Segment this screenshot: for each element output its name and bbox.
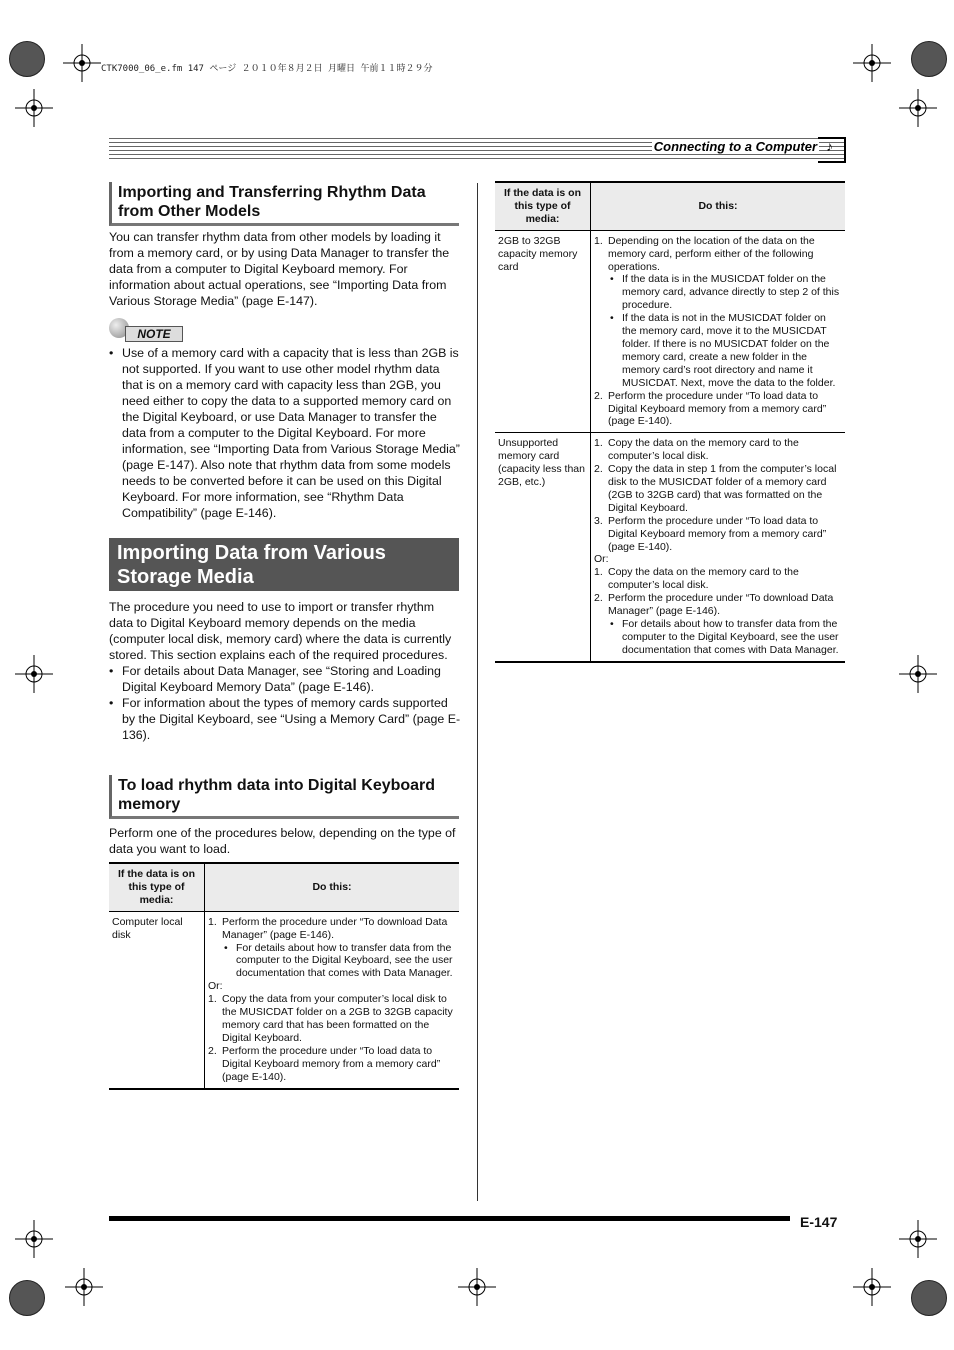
step: 2. Perform the procedure under “To download Data Manager” (page E-146).: [594, 592, 834, 618]
note-label: NOTE: [125, 326, 183, 342]
crop-target-icon: [911, 41, 947, 77]
registration-mark-icon: [63, 44, 101, 82]
step: 3. Perform the procedure under “To load data to Digital Keyboard memory from a memory card” (page E-140).: [594, 514, 827, 553]
section3-paragraph: [109, 825, 461, 857]
sub-bullet: • For details about how to transfer data from the computer to the Digital Keyboard, see the user documentation that comes with Data Manager.: [208, 942, 456, 981]
table-row: [495, 433, 845, 662]
sub-bullet: • If the data is in the MUSICDAT folder on the memory card, advance directly to step 2 of this procedure.: [594, 273, 842, 312]
registration-mark-icon: [899, 89, 937, 127]
print-slug: CTK7000_06_e.fm 147 ページ ２０１０年８月２日 月曜日 午前１１時２９分: [101, 64, 433, 74]
table-row: [109, 911, 459, 1088]
crop-target-icon: [9, 1280, 45, 1316]
section-banner-importing-data: Importing Data from Various Storage Media: [109, 538, 459, 591]
section3-body: Perform one of the procedures below, depending on the type of data you want to load.: [109, 826, 456, 856]
or-label: Or:: [594, 553, 609, 566]
registration-mark-icon: [65, 1268, 103, 1306]
media-procedure-table-left: [109, 862, 459, 1090]
registration-mark-icon: [899, 1220, 937, 1258]
step: 2. Copy the data in step 1 from the computer’s local disk to the MUSICDAT folder of a memory card (2GB to 32GB card) that was formatted on the Digital Keyboard.: [594, 463, 837, 514]
section1-paragraph: [109, 229, 461, 309]
note-content: [109, 345, 461, 521]
crop-target-icon: [911, 1280, 947, 1316]
or-label: Or:: [208, 980, 223, 993]
running-header-title: Connecting to a Computer: [653, 139, 817, 154]
registration-mark-icon: [15, 1220, 53, 1258]
step: 1. Depending on the location of the data on the memory card, perform either of the following operations.: [594, 234, 815, 273]
section-heading-transfer-rhythm: Importing and Transferring Rhythm Data from Other Models: [109, 182, 459, 226]
registration-mark-icon: [15, 655, 53, 693]
action-cell: [591, 230, 846, 433]
column-header-action: Do this:: [591, 182, 846, 230]
step: 1. Copy the data on the memory card to the computer’s local disk.: [594, 566, 799, 592]
media-cell: Computer local disk: [109, 911, 205, 1088]
registration-mark-icon: [458, 1268, 496, 1306]
sub-bullet: • If the data is not in the MUSICDAT folder on the memory card, move it to the MUSICDAT folder. If there is no MUSICDAT folder on the memory card, create a new folder in the memory card’s root directory and name it MUSICDAT. Next, move the data to the folder.: [594, 312, 842, 389]
action-cell: [591, 433, 846, 662]
media-procedure-table-right: [495, 181, 845, 663]
column-header-action: Do this:: [205, 863, 460, 911]
step: 2. Perform the procedure under “To load data to Digital Keyboard memory from a memory card” (page E-140).: [208, 1044, 441, 1083]
step: 2. Perform the procedure under “To load data to Digital Keyboard memory from a memory card” (page E-140).: [594, 389, 827, 428]
table-header-row: [495, 182, 845, 230]
footer-rule: [109, 1216, 790, 1221]
section2-content: [109, 599, 461, 743]
page-number: E-147: [800, 1214, 838, 1230]
registration-mark-icon: [853, 1268, 891, 1306]
column-header-media: If the data is on this type of media:: [495, 182, 591, 230]
registration-mark-icon: [853, 44, 891, 82]
note-bullet: • Use of a memory card with a capacity that is less than 2GB is not supported. If you want to use other model rhythm data that is on a memory card with capacity less than 2GB, you need either to copy the data to a supported memory card on the Digital Keyboard, or use Data Manager to transfer the data from a computer to the Digital Keyboard. For more information, see “Importing Data from Various Storage Media” (page E-147). Also note that rhythm data from some models needs to be converted before it can be used on this Digital Keyboard. For more information, see “Rhythm Data Compatibility” (page E-146).: [109, 345, 461, 521]
table-row: [495, 230, 845, 433]
column-divider: [477, 183, 478, 1201]
crop-target-icon: [9, 41, 45, 77]
column-header-media: If the data is on this type of media:: [109, 863, 205, 911]
sub-bullet: • For details about how to transfer data from the computer to the Digital Keyboard, see the user documentation that comes with Data Manager.: [594, 618, 842, 657]
section-heading-load-rhythm: To load rhythm data into Digital Keyboard memory: [109, 775, 459, 819]
media-cell: Unsupported memory card (capacity less than 2GB, etc.): [495, 433, 591, 662]
note-badge: [109, 318, 179, 344]
action-cell: [205, 911, 460, 1088]
step: 1. Copy the data on the memory card to the computer’s local disk.: [594, 437, 799, 463]
step: 1. Perform the procedure under “To download Data Manager” (page E-146).: [208, 915, 448, 941]
list-item: • For information about the types of memory cards supported by the Digital Keyboard, see “Using a Memory Card” (page E-136).: [109, 695, 461, 743]
step: 1. Copy the data from your computer’s local disk to the MUSICDAT folder on a 2GB to 32GB capacity memory card that has been formatted on the Digital Keyboard.: [208, 993, 453, 1044]
section2-body: The procedure you need to use to import or transfer rhythm data to Digital Keyboard memory depends on the media (computer local disk, memory card) where the data is currently stored. This section explains each of the required procedures.: [109, 600, 452, 662]
list-item: • For details about Data Manager, see “Storing and Loading Digital Keyboard Memory Data” (page E-146).: [109, 663, 461, 695]
header-note-icon: ♪: [818, 137, 846, 163]
section1-body: You can transfer rhythm data from other models by loading it from a memory card, or by using Data Manager to transfer the data from a computer to Digital Keyboard memory. For information about actual operations, see “Importing Data from Various Storage Media” (page E-147).: [109, 230, 450, 308]
table-header-row: [109, 863, 459, 911]
registration-mark-icon: [899, 655, 937, 693]
media-cell: 2GB to 32GB capacity memory card: [495, 230, 591, 433]
registration-mark-icon: [15, 89, 53, 127]
